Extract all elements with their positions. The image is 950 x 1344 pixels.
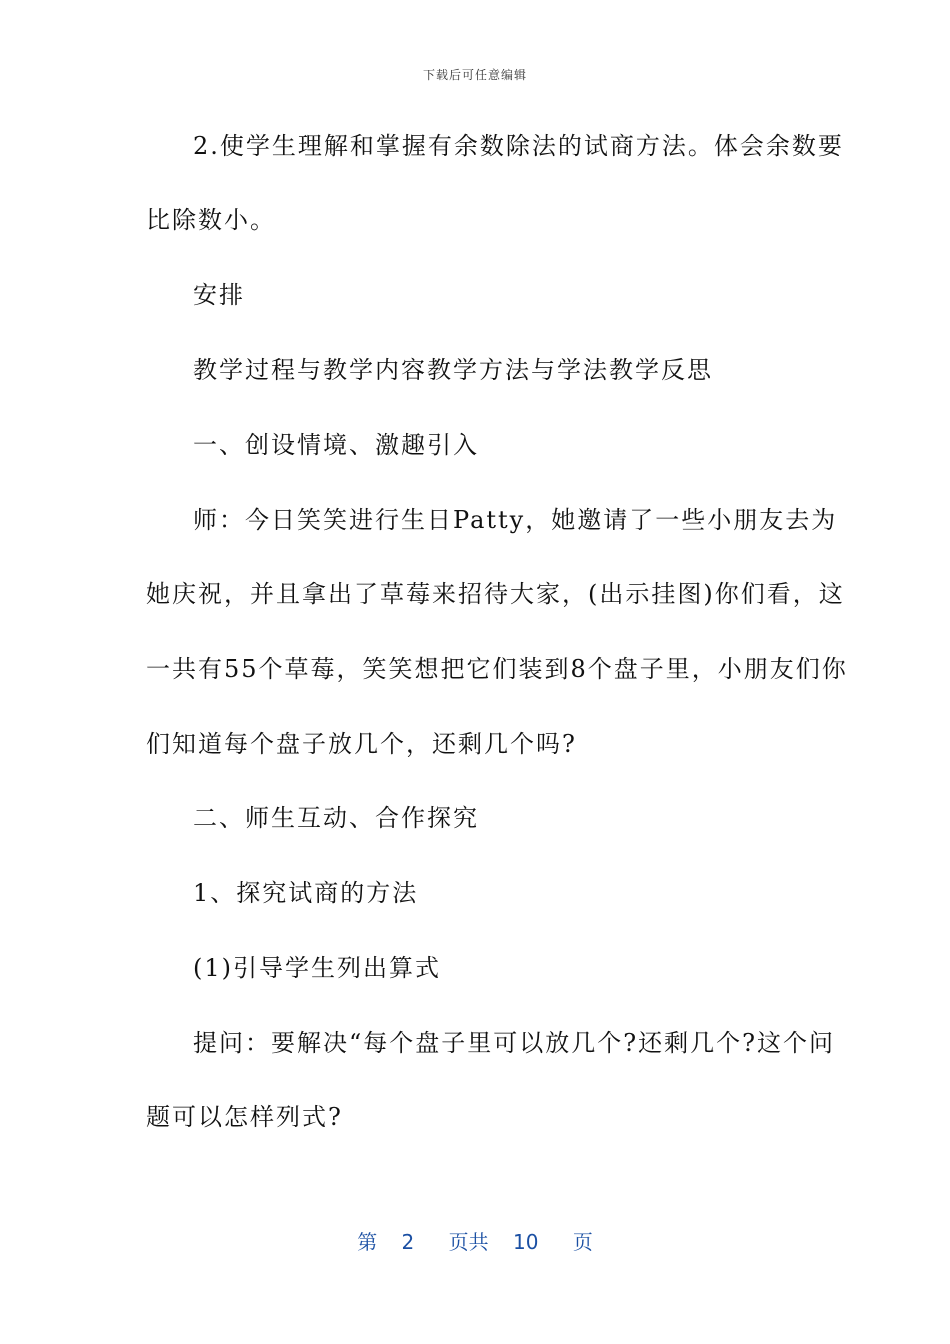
body-line: 提问：要解决“每个盘子里可以放几个?还剩几个?这个问 — [193, 1029, 836, 1057]
body-line: 她庆祝，并且拿出了草莓来招待大家，(出示挂图)你们看，这 — [146, 580, 845, 608]
subsection-heading: 1、探究试商的方法 — [193, 879, 419, 907]
footer-total-pages: 10 — [513, 1230, 539, 1254]
body-line: 们知道每个盘子放几个，还剩几个吗? — [146, 730, 577, 758]
footer-prefix: 第 — [357, 1230, 378, 1254]
body-line: 比除数小。 — [146, 206, 276, 234]
body-line: 安排 — [193, 281, 245, 309]
subsection-heading: (1)引导学生列出算式 — [193, 954, 441, 982]
section-heading: 二、师生互动、合作探究 — [193, 804, 479, 832]
footer-middle: 页共 — [448, 1230, 489, 1254]
section-heading: 一、创设情境、激趣引入 — [193, 431, 479, 459]
body-line: 教学过程与教学内容教学方法与学法教学反思 — [193, 356, 713, 384]
body-line: 2.使学生理解和掌握有余数除法的试商方法。体会余数要 — [193, 132, 844, 160]
body-line: 题可以怎样列式? — [146, 1103, 343, 1131]
body-line: 一共有55个草莓，笑笑想把它们装到8个盘子里，小朋友们你 — [146, 655, 848, 683]
header-note: 下载后可任意编辑 — [422, 68, 527, 82]
footer-current-page: 2 — [401, 1230, 415, 1254]
page-footer — [0, 1226, 950, 1255]
footer-suffix: 页 — [572, 1230, 593, 1254]
body-line: 师：今日笑笑进行生日Patty，她邀请了一些小朋友去为 — [193, 506, 838, 534]
